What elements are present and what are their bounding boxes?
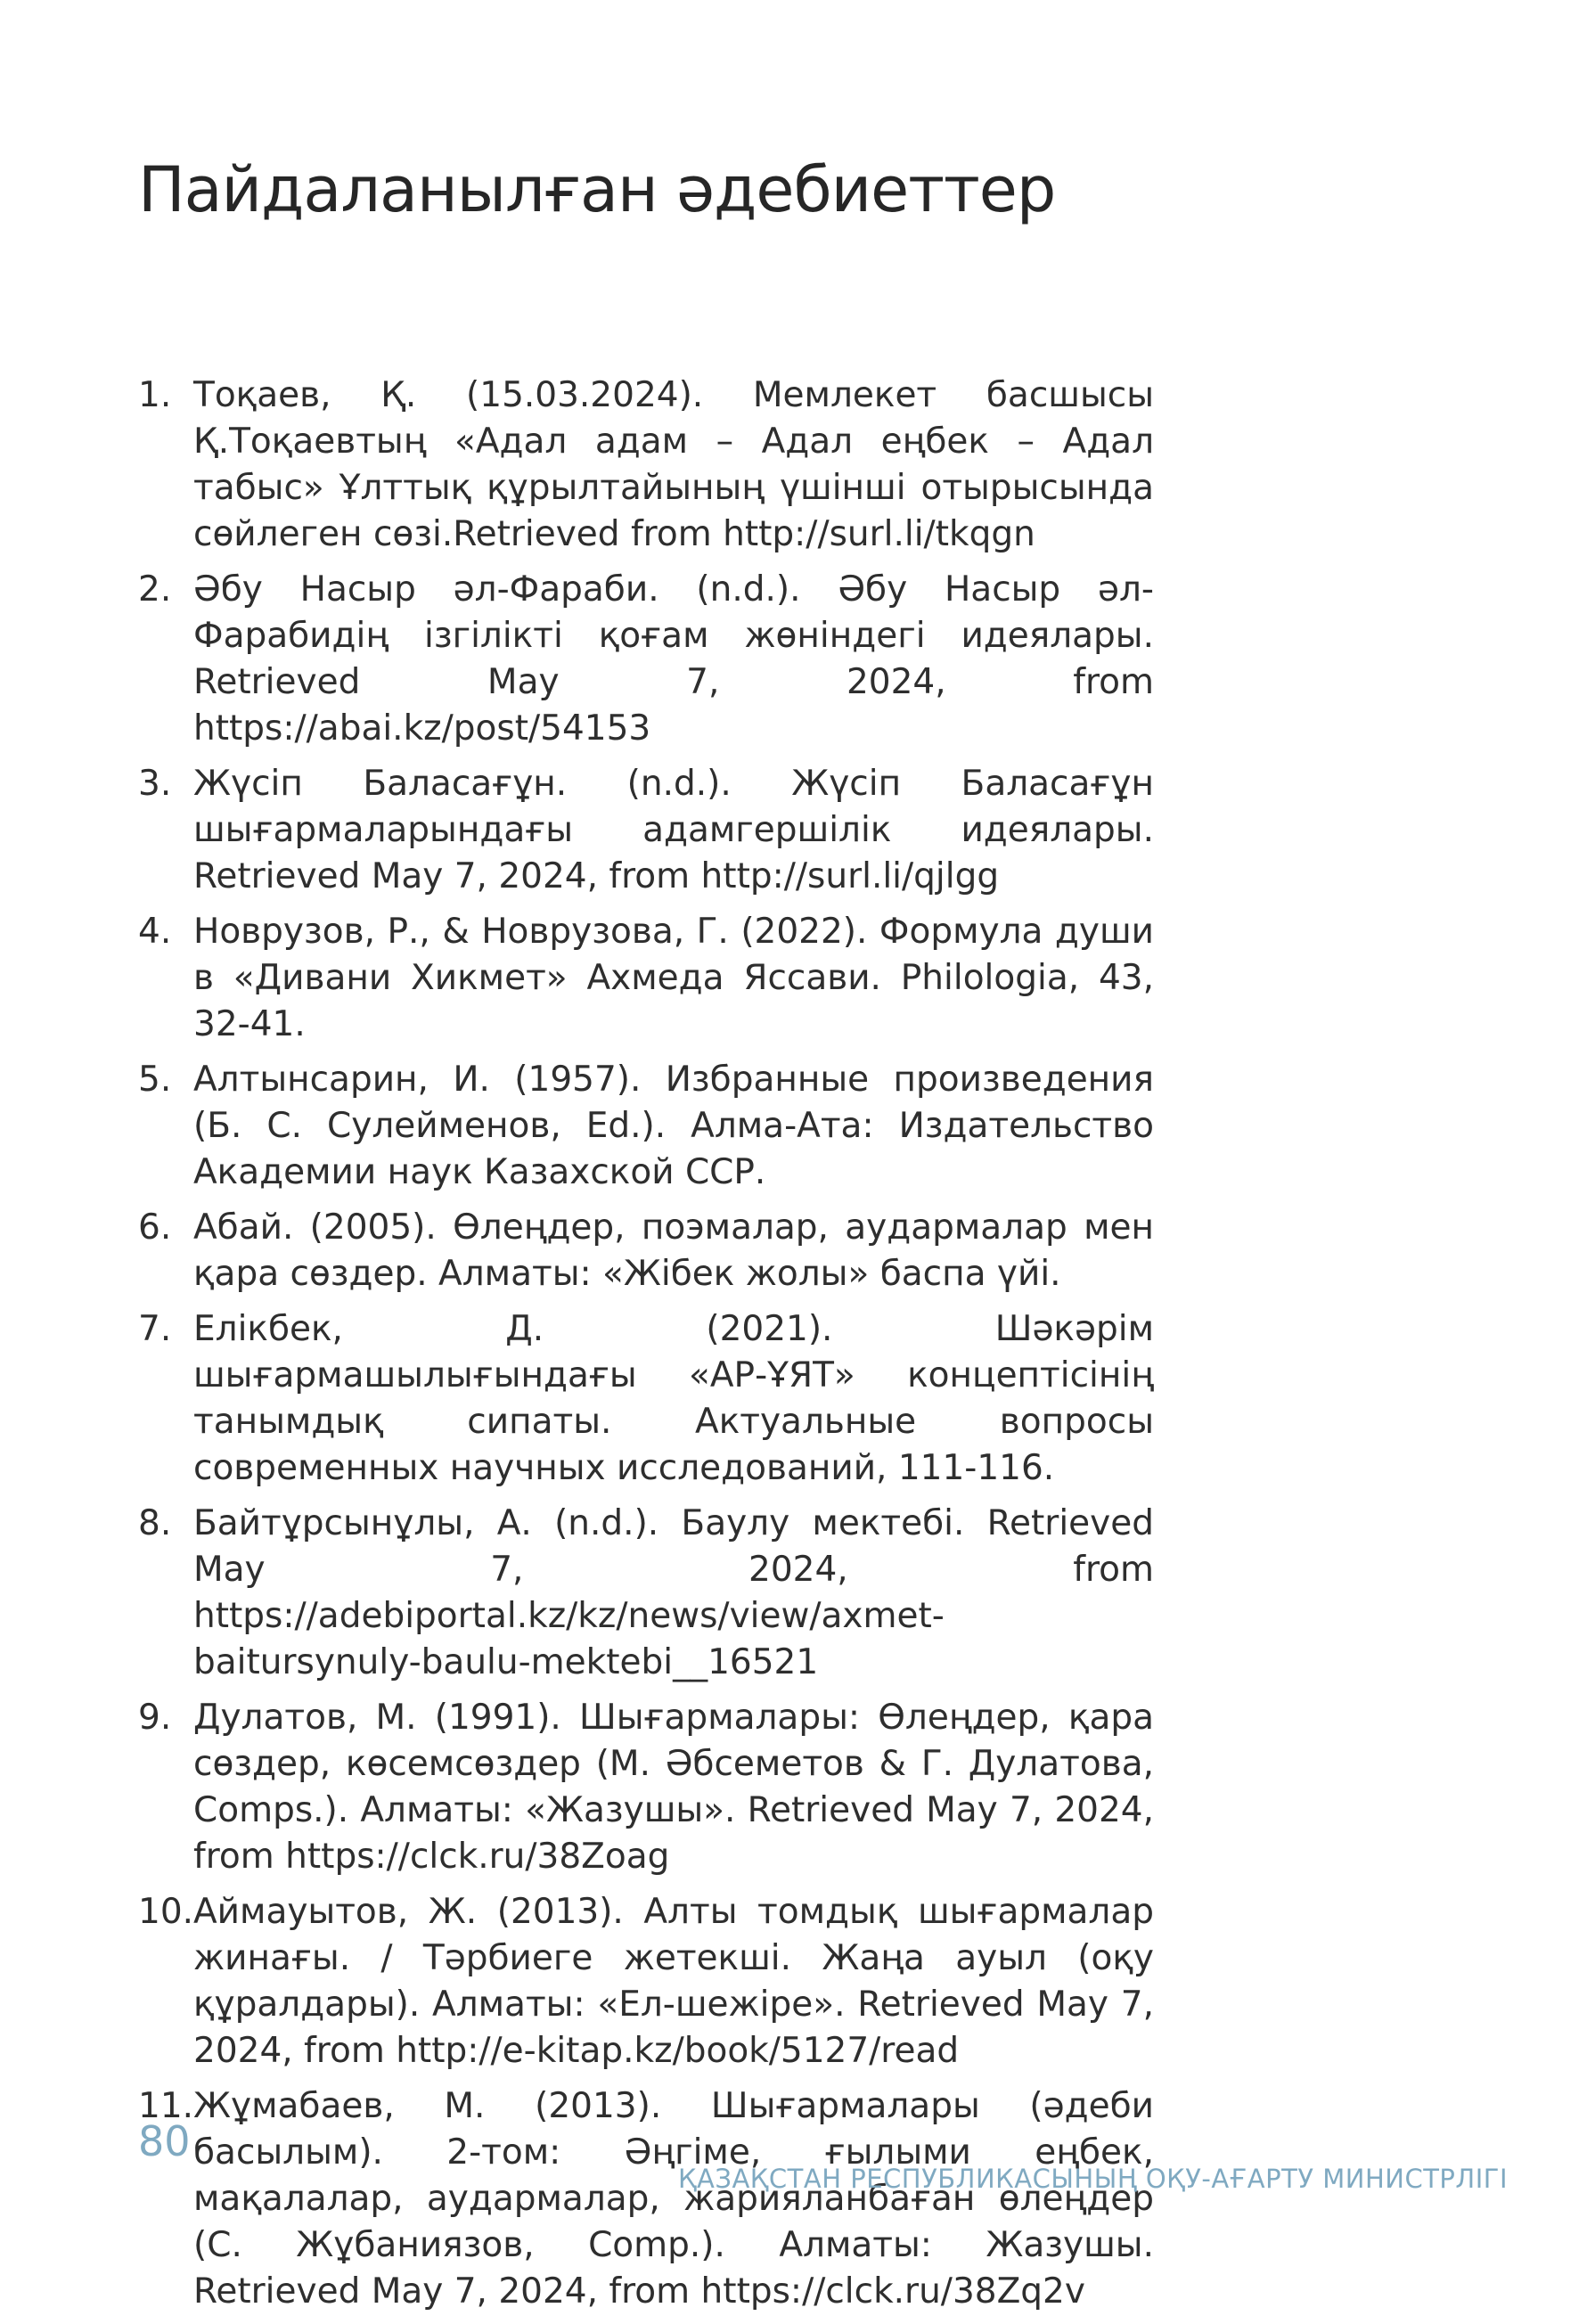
reference-number: 3. <box>138 764 172 804</box>
reference-item <box>138 567 1154 752</box>
reference-item <box>138 1306 1154 1492</box>
reference-item <box>138 909 1154 1048</box>
reference-item <box>138 1057 1154 1196</box>
reference-text: Абай. (2005). Өлеңдер, поэмалар, аудармалар мен қара сөздер. Алматы: «Жібек жолы» баспа үйі. <box>193 1207 1154 1294</box>
reference-number: 11. <box>138 2086 194 2126</box>
reference-item <box>138 761 1154 900</box>
reference-number: 2. <box>138 569 172 610</box>
reference-text: Новрузов, Р., & Новрузова, Г. (2022). Формула души в «Дивани Хикмет» Ахмеда Яссави. Philologia, 43, 32-41. <box>193 912 1154 1044</box>
page-number: 80 <box>138 2117 191 2165</box>
reference-text: Жүсіп Баласағұн. (n.d.). Жүсіп Баласағұн шығармаларындағы адамгершілік идеялары. Retrieved May 7, 2024, from http://surl.li/qjlgg <box>193 764 1154 896</box>
reference-number: 7. <box>138 1309 172 1349</box>
reference-item <box>138 1889 1154 2074</box>
reference-text: Аймауытов, Ж. (2013). Алты томдық шығармалар жинағы. / Тәрбиеге жетекші. Жаңа ауыл (оқу құралдары). Алматы: «Ел-шежіре». Retrieved May 7, 2024, from http://e-kitap.kz/book/5127/read <box>193 1892 1154 2071</box>
reference-number: 1. <box>138 375 172 415</box>
reference-number: 8. <box>138 1503 172 1543</box>
reference-number: 5. <box>138 1060 172 1100</box>
reference-text: Алтынсарин, И. (1957). Избранные произведения (Б. С. Сулейменов, Ed.). Алма-Ата: Издательство Академии наук Казахской ССР. <box>193 1060 1154 1192</box>
reference-item <box>138 1205 1154 1297</box>
reference-text: Тоқаев, Қ. (15.03.2024). Мемлекет басшысы Қ.Тоқаевтың «Адал адам – Адал еңбек – Адал табыс» Ұлттық құрылтайының үшінші отырысында сөйлеген сөзі.Retrieved from http://surl.li/tkqgn <box>193 375 1154 554</box>
reference-item <box>138 372 1154 558</box>
reference-number: 10. <box>138 1892 194 1932</box>
footer-ministry-text: ҚАЗАҚСТАН РЕСПУБЛИКАСЫНЫҢ ОҚУ-АҒАРТУ МИНИСТРЛІГІ <box>677 2164 1508 2194</box>
reference-item <box>138 2083 1154 2315</box>
reference-text: Дулатов, М. (1991). Шығармалары: Өлеңдер, қара сөздер, көсемсөздер (М. Әбсеметов & Г. Дулатова, Comps.). Алматы: «Жазушы». Retrieved May 7, 2024, from https://clck.ru/38Zoag <box>193 1698 1154 1877</box>
references-list <box>138 372 1154 2324</box>
reference-number: 9. <box>138 1698 172 1738</box>
reference-item <box>138 1695 1154 1880</box>
reference-text: Әбу Насыр әл-Фараби. (n.d.). Әбу Насыр әл-Фарабидің ізгілікті қоғам жөніндегі идеялары. Retrieved May 7, 2024, from https://abai.kz/post/54153 <box>193 569 1154 749</box>
reference-number: 4. <box>138 912 172 952</box>
reference-text: Елікбек, Д. (2021). Шәкәрім шығармашылығындағы «АР-ҰЯТ» концептісінің танымдық сипаты. Актуальные вопросы современных научных исследований, 111-116. <box>193 1309 1154 1488</box>
page-title: Пайдаланылған әдебиеттер <box>138 152 1056 226</box>
reference-text: Жұмабаев, М. (2013). Шығармалары (әдеби басылым). 2-том: Әңгіме, ғылыми еңбек, мақалалар, аудармалар, жарияланбаған өлеңдер (С. Жұбаниязов, Comp.). Алматы: Жазушы. Retrieved May 7, 2024, from https://clck.ru/38Zq2v <box>193 2086 1154 2312</box>
reference-item <box>138 1501 1154 1686</box>
reference-number: 6. <box>138 1207 172 1248</box>
reference-text: Байтұрсынұлы, А. (n.d.). Баулу мектебі. Retrieved May 7, 2024, from https://adebiportal.kz/kz/news/view/axmet-baitursynuly-baulu-mektebi__16521 <box>193 1503 1154 1682</box>
